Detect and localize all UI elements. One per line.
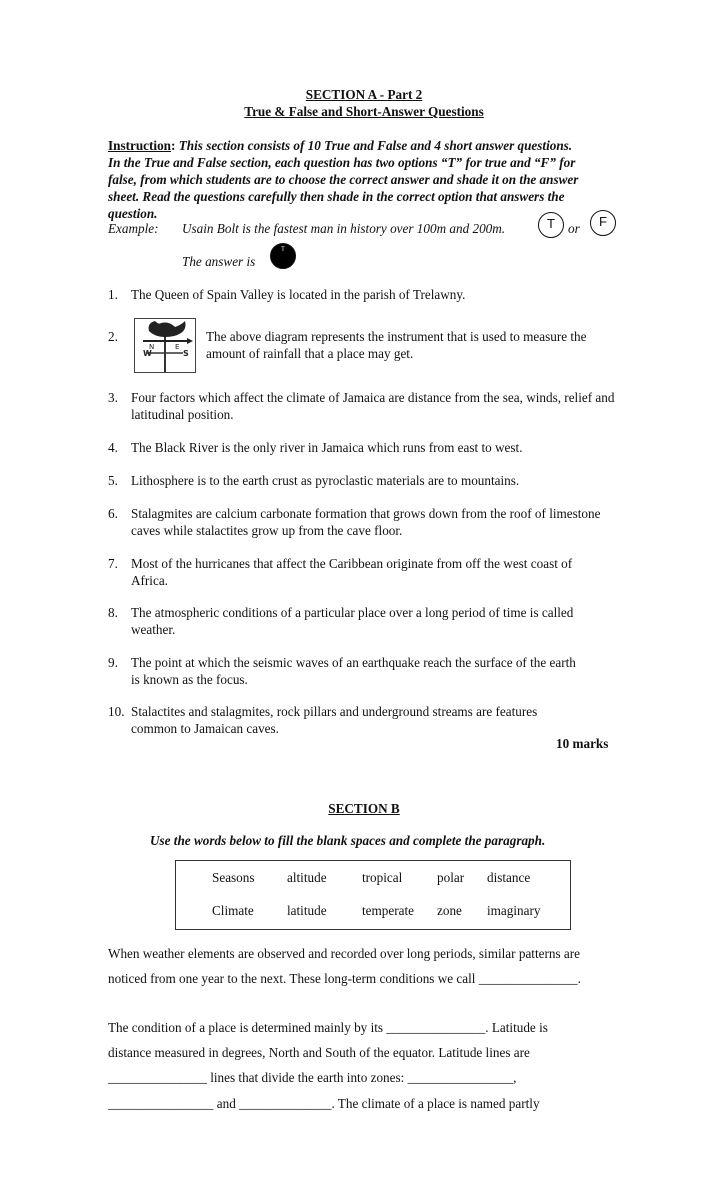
section-b-instruction-period: . (541, 833, 546, 848)
instruction-colon: : (171, 138, 176, 153)
question-number: 2. (108, 329, 118, 344)
word-bank-item: polar (437, 870, 465, 885)
marks-total: 10 marks (556, 736, 609, 751)
answer-shaded-bubble: T (270, 243, 296, 269)
question-text: Most of the hurricanes that affect the Caribbean originate from off the west coast of (131, 556, 573, 571)
word-bank-item: imaginary (487, 903, 541, 918)
compass-s-label: S (183, 349, 189, 358)
section-b-title: SECTION B (328, 801, 400, 816)
question-text: Four factors which affect the climate of Jamaica are distance from the sea, winds, relief and (131, 390, 615, 405)
question-number: 6. (108, 506, 118, 521)
example-answer-text: The answer is (182, 254, 256, 269)
question-text: The above diagram represents the instrument that is used to measure the (206, 329, 587, 344)
instruction-line-3: false, from which students are to choose the correct answer and shade it on the answer (108, 172, 579, 187)
question-text: The Queen of Spain Valley is located in the parish of Trelawny. (131, 287, 466, 302)
compass-e-label: E (175, 343, 180, 351)
option-f-bubble: F (590, 210, 616, 236)
example-text: Usain Bolt is the fastest man in history over 100m and 200m. (182, 221, 506, 236)
word-bank-item: Climate (212, 903, 254, 918)
paragraph-line-1: When weather elements are observed and recorded over long periods, similar patterns are (108, 946, 580, 961)
question-number: 4. (108, 440, 118, 455)
question-text-2: latitudinal position. (131, 407, 234, 422)
section-b-instruction-text: Use the words below to fill the blank spaces and complete the paragraph (150, 833, 542, 848)
question-text: The point at which the seismic waves of an earthquake reach the surface of the earth (131, 655, 576, 670)
question-text: Stalagmites are calcium carbonate formation that grows down from the roof of limestone (131, 506, 601, 521)
compass-w-label: W (143, 349, 152, 358)
word-bank-item: Seasons (212, 870, 255, 885)
question-text-2: caves while stalactites grow up from the cave floor. (131, 523, 403, 538)
instruction-text-1: This section consists of 10 True and False and 4 short answer questions. (178, 138, 573, 153)
question-number: 10. (108, 704, 125, 719)
weathervane-icon (135, 319, 195, 372)
section-a-subtitle: True & False and Short-Answer Questions (244, 104, 484, 119)
instruction-line-2: In the True and False section, each question has two options “T” for true and “F” for (108, 155, 576, 170)
instruction-line-4: sheet. Read the questions carefully then shade in the correct option that answers the (108, 189, 565, 204)
question-text: The Black River is the only river in Jamaica which runs from east to west. (131, 440, 523, 455)
word-bank-box (175, 860, 571, 930)
question-text-2: common to Jamaican caves. (131, 721, 279, 736)
question-text: The atmospheric conditions of a particular place over a long period of time is called (131, 605, 574, 620)
word-bank-item: altitude (287, 870, 327, 885)
question-text: Lithosphere is to the earth crust as pyroclastic materials are to mountains. (131, 473, 520, 488)
weathervane-image (134, 318, 196, 373)
question-number: 8. (108, 605, 118, 620)
question-text-2: amount of rainfall that a place may get. (206, 346, 414, 361)
example-label: Example: (108, 221, 159, 236)
paragraph-line-6: ________________ and ______________. The climate of a place is named partly (108, 1096, 540, 1111)
option-t-bubble: T (538, 212, 564, 238)
instruction-line-5: question. (108, 206, 158, 221)
section-a-title: SECTION A - Part 2 (305, 87, 423, 102)
word-bank-item: latitude (287, 903, 327, 918)
compass-n-label: N (149, 343, 155, 351)
instruction-label: Instruction (108, 138, 172, 153)
section-b-instruction (150, 833, 545, 849)
question-number: 3. (108, 390, 118, 405)
question-text-2: Africa. (131, 573, 168, 588)
paragraph-line-2: noticed from one year to the next. These long-term conditions we call _______________. (108, 971, 581, 986)
word-bank-item: temperate (362, 903, 414, 918)
question-text-2: is known as the focus. (131, 672, 248, 687)
question-number: 9. (108, 655, 118, 670)
question-number: 1. (108, 287, 118, 302)
paragraph-line-3: The condition of a place is determined mainly by its _______________. Latitude is (108, 1020, 548, 1035)
paragraph-line-5: _______________ lines that divide the earth into zones: ________________, (108, 1070, 517, 1085)
question-number: 5. (108, 473, 118, 488)
word-bank-item: tropical (362, 870, 403, 885)
question-text-2: weather. (131, 622, 176, 637)
instruction-line-1 (108, 137, 628, 154)
example-or: or (568, 221, 580, 236)
word-bank-item: zone (437, 903, 462, 918)
paragraph-line-4: distance measured in degrees, North and South of the equator. Latitude lines are (108, 1045, 530, 1060)
word-bank-item: distance (487, 870, 531, 885)
question-text: Stalactites and stalagmites, rock pillars and underground streams are features (131, 704, 538, 719)
question-number: 7. (108, 556, 118, 571)
